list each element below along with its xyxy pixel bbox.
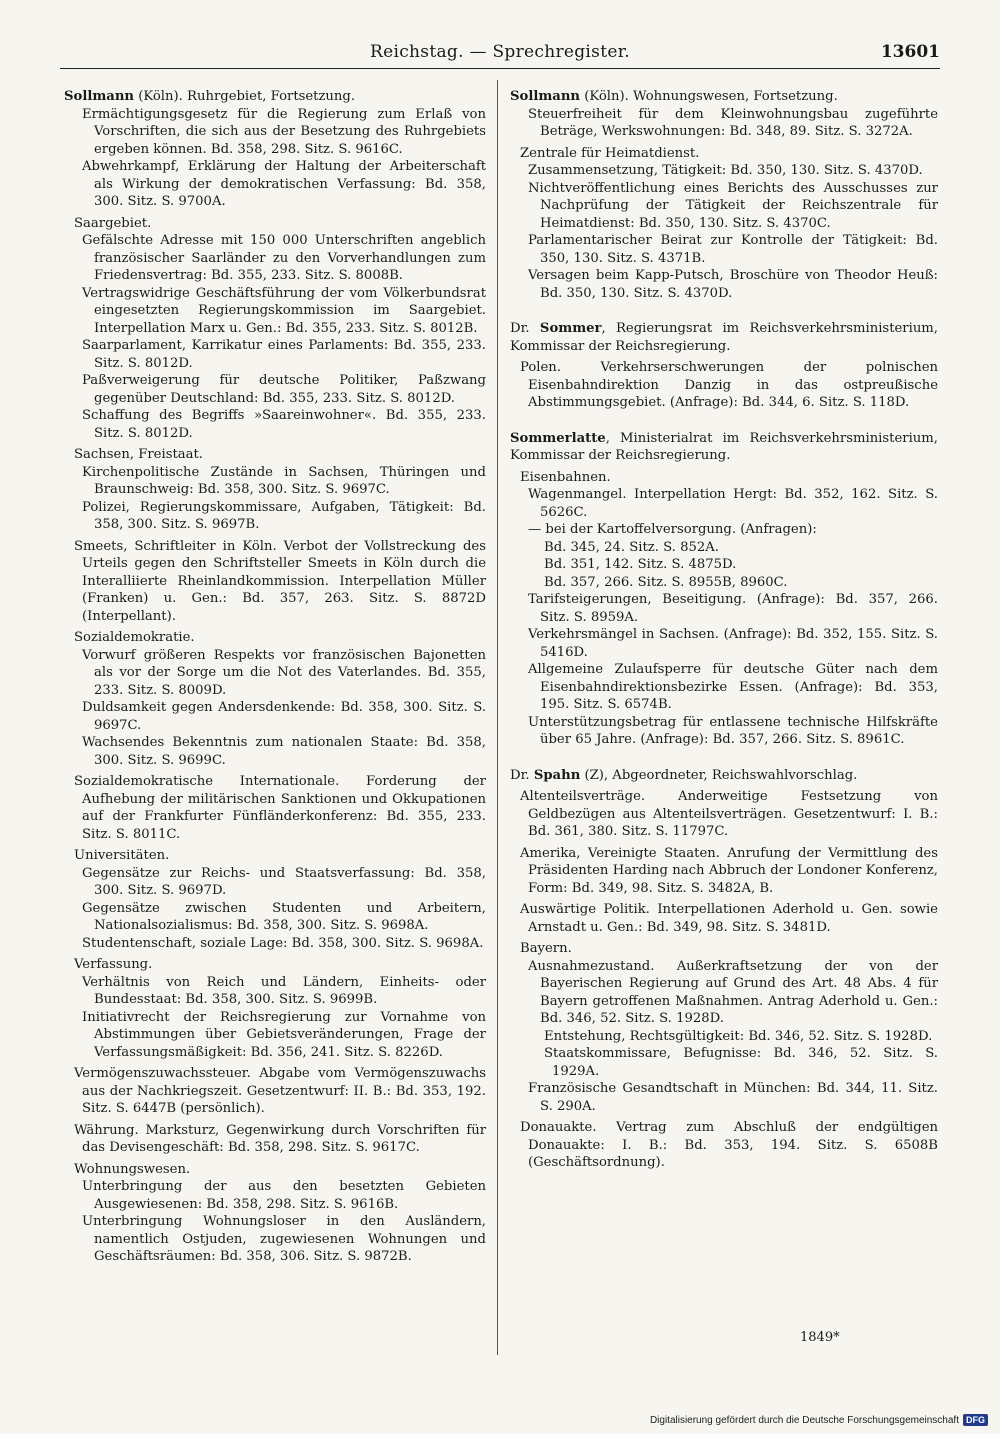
- register-subentry: Wachsendes Bekenntnis zum nationalen Staate: Bd. 358, 300. Sitz. S. 9699C.: [82, 735, 486, 768]
- register-subentry: Versagen beim Kapp-Putsch, Broschüre von Theodor Heuß: Bd. 350, 130. Sitz. S. 4370D.: [528, 268, 938, 301]
- speaker-name: Sommerlatte: [510, 430, 606, 446]
- register-subentry: Initiativrecht der Reichsregierung zur Vornahme von Abstimmungen über Gebietsveränderungen, Frage der Verfassungsmäßigkeit: Bd. 356, 241. Sitz. S. 8226D.: [82, 1009, 486, 1060]
- register-topic: Universitäten.: [74, 848, 170, 863]
- speaker-name: Sommer: [539, 321, 602, 336]
- register-topic: Wohnungswesen.: [74, 1161, 191, 1177]
- register-subentry: Gegensätze zwischen Studenten und Arbeitern, Nationalsozialismus: Bd. 358, 300. Sitz. S. 9698A.: [82, 900, 486, 933]
- register-topic: Verfassung.: [74, 957, 153, 972]
- entry-head: [510, 430, 938, 465]
- register-subentry: Zusammensetzung, Tätigkeit: Bd. 350, 130. Sitz. S. 4370D.: [528, 163, 923, 178]
- register-subentry: Duldsamkeit gegen Andersdenkende: Bd. 358, 300. Sitz. S. 9697C.: [82, 700, 486, 733]
- register-subentry: Parlamentarischer Beirat zur Kontrolle der Tätigkeit: Bd. 350, 130. Sitz. S. 4371B.: [528, 233, 938, 266]
- register-subentry: Französische Gesandtschaft in München: Bd. 344, 11. Sitz. S. 290A.: [528, 1081, 938, 1114]
- register-topic: Währung. Marksturz, Gegenwirkung durch Vorschriften für das Devisengeschäft: Bd. 358, 298. Sitz. S. 9617C.: [74, 1122, 486, 1155]
- running-head: Reichstag. — Sprechregister.: [370, 42, 630, 62]
- footer-text: Digitalisierung gefördert durch die Deutsche Forschungsgemeinschaft: [649, 1414, 959, 1426]
- register-topic: Auswärtige Politik. Interpellationen Aderhold u. Gen. sowie Arnstadt u. Gen.: Bd. 349, 98. Sitz. S. 3481D.: [520, 902, 938, 935]
- register-subentry: Unterbringung Wohnungsloser in den Ausländern, namentlich Ostjuden, zugewiesenen Wohnungen und Geschäftsräumen: Bd. 358, 306. Sitz. S. 9872B.: [82, 1214, 486, 1264]
- register-entry: [510, 430, 938, 749]
- page-number: 13601: [880, 42, 940, 62]
- register-subentry: Gefälschte Adresse mit 150 000 Unterschriften angeblich französischer Saarländer zu den Vorverhandlungen zum Friedensvertrag: Bd. 355, 233. Sitz. S. 8008B.: [82, 233, 486, 283]
- register-topic: Bayern.: [520, 941, 572, 956]
- entry-head: [510, 320, 938, 355]
- register-subentry: Tarifsteigerungen, Beseitigung. (Anfrage): Bd. 357, 266. Sitz. S. 8959A.: [528, 592, 938, 625]
- register-subentry: Bd. 351, 142. Sitz. S. 4875D.: [544, 557, 737, 572]
- register-topic: Zentrale für Heimatdienst.: [520, 145, 700, 161]
- register-topic: Saargebiet.: [74, 215, 152, 231]
- register-topic: Eisenbahnen.: [520, 469, 611, 485]
- register-topic: Sozialdemokratie.: [74, 630, 195, 645]
- entry-description: (Z), Abgeordneter, Reichswahlvorschlag.: [580, 767, 858, 783]
- register-subentry: Saarparlament, Karrikatur eines Parlaments: Bd. 355, 233. Sitz. S. 8012D.: [82, 338, 486, 371]
- register-subentry: Vertragswidrige Geschäftsführung der vom Völkerbundsrat eingesetzten Regierungskommission im Saargebiet. Interpellation Marx u. Gen.: Bd. 355, 233. Sitz. S. 8012B.: [82, 285, 486, 336]
- entry-description: , Ministerialrat im Reichsverkehrsministerium, Kommissar der Reichsregierung.: [510, 430, 938, 463]
- left-column: [64, 88, 486, 1266]
- register-subentry: Studentenschaft, soziale Lage: Bd. 358, 300. Sitz. S. 9698A.: [82, 935, 484, 951]
- entry-description: , Regierungsrat im Reichsverkehrsministerium, Kommissar der Reichsregierung.: [510, 321, 939, 354]
- register-topic: Sachsen, Freistaat.: [74, 447, 203, 462]
- register-topic: Donauakte. Vertrag zum Abschluß der endgültigen Donauakte: I. B.: Bd. 353, 194. Sitz. S. 6508B (Geschäftsordnung).: [520, 1120, 938, 1170]
- register-subentry: Nichtveröffentlichung eines Berichts des Ausschusses zur Nachprüfung der Tätigkeit der Reichszentrale für Heimatdienst: Bd. 350, 130. Sitz. S. 4370C.: [528, 180, 938, 231]
- speaker-name: Sollmann: [64, 89, 135, 104]
- register-subentry: Vorwurf größeren Respekts vor französischen Bajonetten als vor der Sorge um die Not des Vaterlandes. Bd. 355, 233. Sitz. S. 8009D.: [82, 647, 486, 698]
- register-topic: Altenteilsverträge. Anderweitige Festsetzung von Geldbezügen aus Altenteilsverträgen. Gesetzentwurf: I. B.: Bd. 361, 380. Sitz. S. 11797C.: [520, 789, 938, 839]
- register-subentry: Polizei, Regierungskommissare, Aufgaben, Tätigkeit: Bd. 358, 300. Sitz. S. 9697B.: [82, 499, 486, 532]
- right-column: [510, 88, 938, 1190]
- register-subentry: Wagenmangel. Interpellation Hergt: Bd. 352, 162. Sitz. S. 5626C.: [528, 487, 938, 520]
- page-footer: [650, 1414, 988, 1426]
- register-topic: Polen. Verkehrserschwerungen der polnischen Eisenbahndirektion Danzig in das ostpreußische Abstimmungsgebiet. (Anfrage): Bd. 344, 6. Sitz. S. 118D.: [520, 360, 938, 410]
- register-subentry: Schaffung des Begriffs »Saareinwohner«. Bd. 355, 233. Sitz. S. 8012D.: [82, 408, 486, 441]
- register-subentry: Unterstützungsbetrag für entlassene technische Hilfskräfte über 65 Jahre. (Anfrage): Bd. 357, 266. Sitz. S. 8961C.: [528, 714, 938, 747]
- register-topic: Smeets, Schriftleiter in Köln. Verbot der Vollstreckung des Urteils gegen den Schriftsteller Smeets in Köln durch die Interalliierte Rheinlandkommission. Interpellation Müller (Franken) u. Gen.: Bd. 357, 263. Sitz. S. 8872D (Interpellant).: [74, 538, 486, 624]
- register-subentry: Kirchenpolitische Zustände in Sachsen, Thüringen und Braunschweig: Bd. 358, 300. Sitz. S. 9697C.: [82, 464, 486, 497]
- entry-description: (Köln). Ruhrgebiet, Fortsetzung.: [134, 89, 356, 104]
- entry-head: [510, 767, 938, 785]
- register-subentry: Gegensätze zur Reichs- und Staatsverfassung: Bd. 358, 300. Sitz. S. 9697D.: [82, 865, 486, 898]
- register-subentry: Paßverweigerung für deutsche Politiker, Paßzwang gegenüber Deutschland: Bd. 355, 233. Sitz. S. 8012D.: [82, 373, 486, 406]
- register-topic: Sozialdemokratische Internationale. Forderung der Aufhebung der militärischen Sanktionen und Okkupationen auf der Frankfurter Fünfländerkonferenz: Bd. 355, 233. Sitz. S. 8011C.: [74, 774, 486, 842]
- register-subentry: Staatskommissare, Befugnisse: Bd. 346, 52. Sitz. S. 1929A.: [544, 1046, 938, 1079]
- register-subentry: Verhältnis von Reich und Ländern, Einheits- oder Bundesstaat: Bd. 358, 300. Sitz. S. 9699B.: [82, 974, 486, 1007]
- register-entry: [510, 88, 938, 302]
- dfg-logo: DFG: [963, 1414, 988, 1426]
- register-entry: [510, 320, 938, 412]
- register-subentry: Steuerfreiheit für dem Kleinwohnungsbau zugeführte Beträge, Werkswohnungen: Bd. 348, 89. Sitz. S. 3272A.: [528, 106, 938, 139]
- register-topic: Vermögenszuwachssteuer. Abgabe vom Vermögenszuwachs aus der Nachkriegszeit. Gesetzentwurf: II. B.: Bd. 353, 192. Sitz. S. 6447B (persönlich).: [74, 1066, 486, 1116]
- register-subentry: Bd. 345, 24. Sitz. S. 852A.: [544, 539, 719, 555]
- register-subentry: Unterbringung der aus den besetzten Gebieten Ausgewiesenen: Bd. 358, 298. Sitz. S. 9616B.: [82, 1179, 486, 1212]
- entry-description: (Köln). Wohnungswesen, Fortsetzung.: [580, 89, 838, 104]
- column-divider: [497, 80, 498, 1355]
- entry-head: [510, 88, 938, 106]
- register-subentry: Bd. 357, 266. Sitz. S. 8955B, 8960C.: [544, 574, 788, 590]
- register-subentry: Abwehrkampf, Erklärung der Haltung der Arbeiterschaft als Wirkung der demokratischen Verfassung: Bd. 358, 300. Sitz. S. 9700A.: [82, 159, 486, 209]
- page-header: [60, 40, 940, 69]
- speaker-title: Dr.: [510, 321, 540, 336]
- speaker-title: Dr.: [510, 767, 534, 783]
- register-subentry: Entstehung, Rechtsgültigkeit: Bd. 346, 52. Sitz. S. 1928D.: [544, 1028, 933, 1044]
- entry-head: [64, 88, 486, 106]
- sheet-signature: 1849*: [800, 1330, 840, 1345]
- register-entry: [510, 767, 938, 1172]
- register-subentry: Allgemeine Zulaufsperre für deutsche Güter nach dem Eisenbahndirektionsbezirke Essen. (Anfrage): Bd. 353, 195. Sitz. S. 6574B.: [528, 662, 938, 712]
- speaker-name: Sollmann: [510, 89, 581, 104]
- register-subentry: — bei der Kartoffelversorgung. (Anfragen):: [528, 522, 817, 537]
- speaker-name: Spahn: [533, 767, 581, 783]
- register-topic: Amerika, Vereinigte Staaten. Anrufung der Vermittlung des Präsidenten Harding nach Abbruch der Londoner Konferenz, Form: Bd. 349, 98. Sitz. S. 3482A, B.: [520, 845, 938, 896]
- register-subentry: Ermächtigungsgesetz für die Regierung zum Erlaß von Vorschriften, die sich aus der Besetzung des Ruhrgebiets ergeben können. Bd. 358, 298. Sitz. S. 9616C.: [82, 106, 486, 157]
- register-subentry: Verkehrsmängel in Sachsen. (Anfrage): Bd. 352, 155. Sitz. S. 5416D.: [528, 627, 938, 660]
- register-subentry: Ausnahmezustand. Außerkraftsetzung der von der Bayerischen Regierung auf Grund des Art. 48 Abs. 4 für Bayern getroffenen Maßnahmen. Antrag Aderhold u. Gen.: Bd. 346, 52. Sitz. S. 1928D.: [528, 958, 938, 1026]
